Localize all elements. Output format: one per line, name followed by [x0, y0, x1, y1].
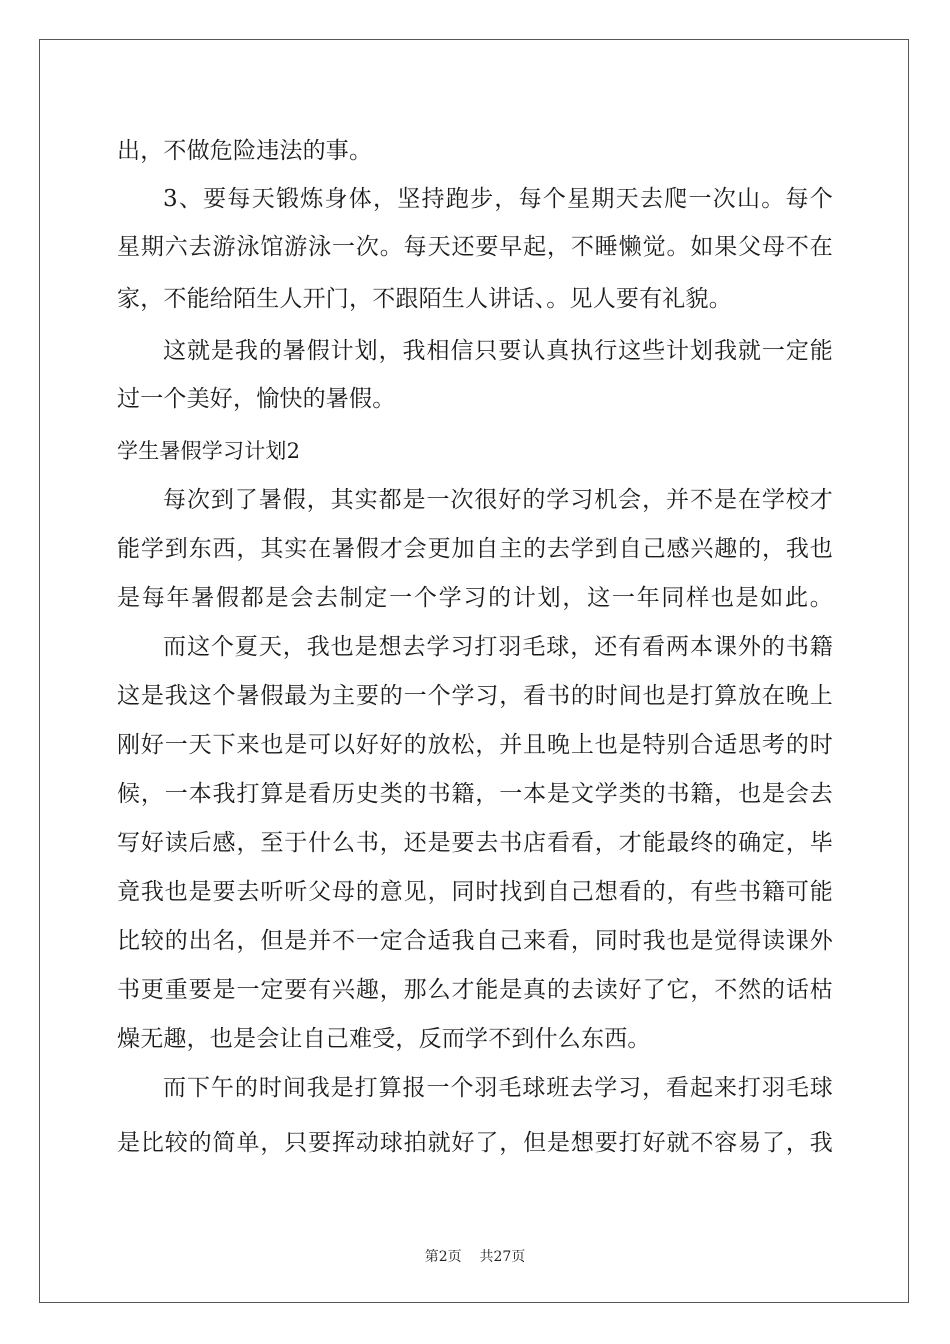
- text-line: 过一个美好，愉快的暑假。: [117, 386, 396, 412]
- text-line: 竟我也是要去听听父母的意见，同时找到自己想看的，有些书籍可能: [117, 879, 833, 905]
- text-line: 写好读后感，至于什么书，还是要去书店看看，才能最终的确定，毕: [117, 830, 833, 856]
- text-line: 燥无趣，也是会让自己难受，反而学不到什么东西。: [117, 1026, 651, 1052]
- text-line: 这就是我的暑假计划，我相信只要认真执行这些计划我就一定能: [163, 338, 833, 364]
- text-line: 星期六去游泳馆游泳一次。每天还要早起，不睡懒觉。如果父母不在: [117, 234, 833, 260]
- text-line: 家，不能给陌生人开门，不跟陌生人讲话、。见人要有礼貌。: [117, 286, 732, 312]
- text-line: 比较的出名，但是并不一定合适我自己来看，同时我也是觉得读课外: [117, 928, 833, 954]
- text-line: 书更重要是一定要有兴趣，那么才能是真的去读好了它，不然的话枯: [117, 977, 833, 1003]
- text-line: 是比较的简单，只要挥动球拍就好了，但是想要打好就不容易了，我: [117, 1130, 833, 1156]
- text-line: 能学到东西，其实在暑假才会更加自主的去学到自己感兴趣的，我也: [117, 536, 833, 562]
- text-line: 是每年暑假都是会去制定一个学习的计划，这一年同样也是如此。: [117, 585, 833, 611]
- page-total: 共27页: [479, 1249, 526, 1265]
- section-heading: 学生暑假学习计划2: [117, 439, 301, 463]
- text-line: 候，一本我打算是看历史类的书籍，一本是文学类的书籍，也是会去: [117, 781, 833, 807]
- text-line: 而下午的时间我是打算报一个羽毛球班去学习，看起来打羽毛球: [163, 1075, 833, 1101]
- text-line: 出，不做危险违法的事。: [117, 138, 373, 164]
- text-line: 每次到了暑假，其实都是一次很好的学习机会，并不是在学校才: [163, 487, 833, 513]
- text-line: 这是我这个暑假最为主要的一个学习，看书的时间也是打算放在晚上: [117, 683, 833, 709]
- page-border: [39, 39, 909, 1303]
- page-footer: [0, 1248, 950, 1266]
- text-line: 3、要每天锻炼身体，坚持跑步，每个星期天去爬一次山。每个: [163, 186, 833, 212]
- page-number: 第2页: [424, 1249, 462, 1265]
- text-line: 刚好一天下来也是可以好好的放松，并且晚上也是特别合适思考的时: [117, 732, 833, 758]
- text-line: 而这个夏天，我也是想去学习打羽毛球，还有看两本课外的书籍: [163, 634, 833, 660]
